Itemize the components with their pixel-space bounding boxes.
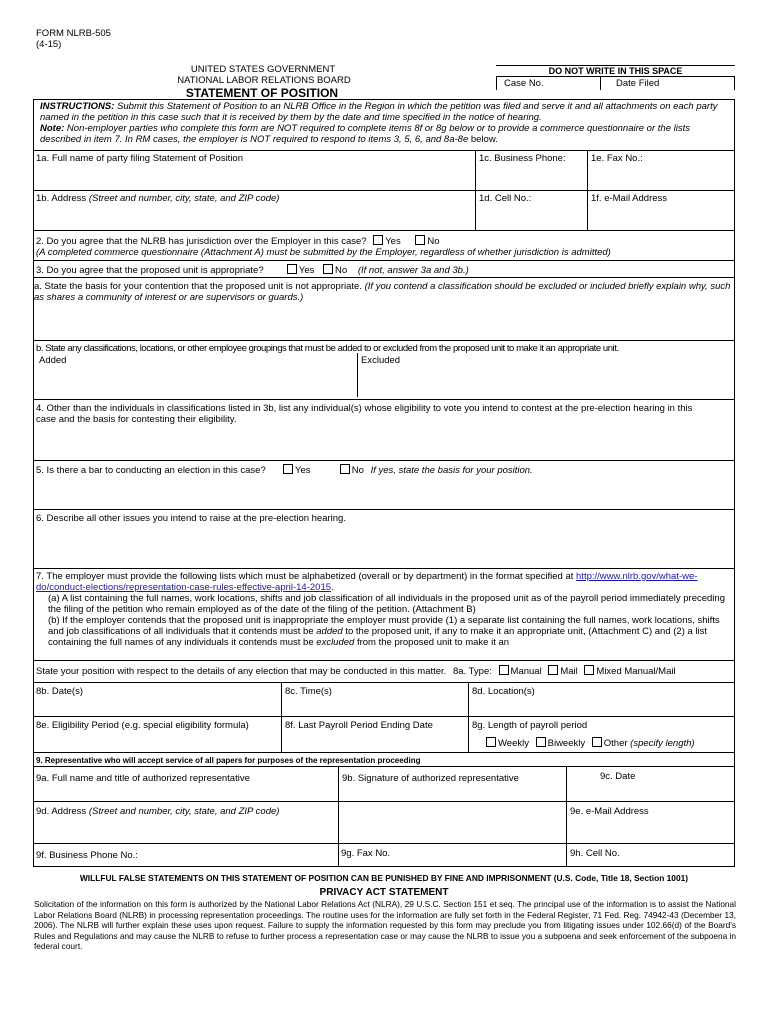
question-7: 7. The employer must provide the following lists which must be alphabetized (overall or by department) in the format specified at http://www.nlrb.gov/what-we-do/conduct-elections/representation-case-rules-effective-april-14-2015. (a) A list containing the full names, work locations, shifts and job classification of all individuals in the proposed unit as of the payroll period immediately preceding the filing of the petition who remain employed as of the date of the filing of the petition. (Attachment B) (b) If the employer contends that the proposed unit is inappropriate the employer must provide (1) a separate list containing the full names, work locations, shifts and job classifications of all individuals that it contends must be added to the proposed unit, if any to make it an appropriate unit, (Attachment C) and (2) a list containing the full names of any individuals it contends must be excluded from the proposed unit to make it an [36,571,732,660]
field-9a-input[interactable] [36,786,336,800]
field-9f-label: 9f. Business Phone No.: [36,850,138,861]
field-8b-input[interactable] [36,698,279,715]
date-filed-label: Date Filed [616,78,660,89]
false-statement-warning: WILLFUL FALSE STATEMENTS ON THIS STATEMENT OF POSITION CAN BE PUNISHED BY FINE AND IMPRISONMENT (U.S. Code, Title 18, Section 1001) [79,873,689,883]
field-9g-label: 9g. Fax No. [341,848,391,859]
q5-yes-checkbox[interactable] [283,464,293,474]
question-3a: a. State the basis for your contention that the proposed unit is not appropriate. (If you contend a classification should be excluded or included briefly explain why, such as shares a community of interest or are supervisors or guards.) [34,281,731,303]
8g-biweekly-checkbox[interactable] [536,737,546,747]
q5-no-checkbox[interactable] [340,464,350,474]
field-8d-input[interactable] [471,698,733,715]
question-2: 2. Do you agree that the NLRB has jurisdiction over the Employer in this case? Yes No [36,236,440,247]
8a-manual-checkbox[interactable] [499,665,509,675]
field-9d-label: 9d. Address (Street and number, city, state, and ZIP code) [36,806,280,817]
field-1f-input[interactable] [590,206,734,228]
field-9b-input[interactable] [341,786,564,800]
q3-yes-checkbox[interactable] [287,264,297,274]
agency-line-1: UNITED STATES GOVERNMENT [190,64,336,75]
q2-yes-checkbox[interactable] [373,235,383,245]
question-4: 4. Other than the individuals in classifications listed in 3b, list any individual(s) whose eligibility to vote you intend to contest at the pre-election hearing in this case and the basis for contesting their eligibility. [36,403,693,425]
field-1d-input[interactable] [478,206,585,228]
question-8: State your position with respect to the details of any election that may be conducted in this matter. 8a. Type: Manual Mail Mixed Manual/Mail [36,666,676,677]
field-8f-label: 8f. Last Payroll Period Ending Date [285,720,433,731]
field-1f-label: 1f. e-Mail Address [591,193,668,204]
office-use-box [496,65,735,99]
field-3a-input[interactable] [36,306,732,338]
field-9e-input[interactable] [569,819,733,841]
field-5-input[interactable] [36,478,732,508]
q3-no-checkbox[interactable] [323,264,333,274]
case-no-label: Case No. [504,78,544,89]
field-9a-label: 9a. Full name and title of authorized representative [36,773,250,784]
field-1c-label: 1c. Business Phone: [479,153,566,164]
field-8c-input[interactable] [284,698,466,715]
field-8g-label: 8g. Length of payroll period [472,720,588,731]
office-use-title: DO NOT WRITE IN THIS SPACE [548,66,683,76]
8g-options: Weekly Biweekly Other (specify length) [486,737,695,749]
field-8e-label: 8e. Eligibility Period (e.g. special eligibility formula) [36,720,249,731]
agency-line-2: NATIONAL LABOR RELATIONS BOARD [177,75,351,86]
privacy-act-text: Solicitation of the information on this form is authorized by the National Labor Relations Act (NLRA), 29 U.S.C. Section 151 et seq. The principal use of the information is to assist the National Labor Relations Board (NLRB) in processing representation proceedings. The routine uses for the information are fully set forth in the Federal Register, 71 Fed. Reg. 74942-43 (December 13, 2006). The NLRB will further explain these uses upon request. Failure to supply the information requested by this form may preclude you from litigating issues under 102.66(d) of the Board's Rules and Regulations and may cause the NLRB to refuse to further process a representation case or may cause the NLRB to issue you a subpoena and seek enforcement of the subpoena in federal court. [34,899,736,952]
field-1c-input[interactable] [478,166,585,188]
8g-other-checkbox[interactable] [592,737,602,747]
field-9c-label: 9c. Date [600,771,636,782]
field-1e-input[interactable] [590,166,734,188]
excluded-label: Excluded [361,355,401,366]
field-1a-label: 1a. Full name of party filing Statement of Position [36,153,243,164]
question-2-note: (A completed commerce questionnaire (Attachment A) must be submitted by the Employer, regardless of whether jurisdiction is admitted) [36,247,611,258]
8a-mail-checkbox[interactable] [548,665,558,675]
item-7b: (b) If the employer contends that the proposed unit is inappropriate the employer must provide (1) a separate list containing the full names, work locations, shifts and job classifications of all individuals that it contends must be added to the proposed unit, if any to make it an appropriate unit, (Attachment C) and (2) a list containing the full names of any individuals it contends must be excluded from the proposed unit to make it an [48,615,720,648]
field-8b-label: 8b. Date(s) [36,686,83,697]
item-7a: (a) A list containing the full names, work locations, shifts and job classification of all individuals in the proposed unit as of the payroll period immediately preceding the filing of the petition who remain employed as of the date of the filing of the petition. (Attachment B) [48,593,725,615]
8a-mixed-checkbox[interactable] [584,665,594,675]
field-3b-added-input[interactable] [36,368,354,396]
field-1b-input[interactable] [36,206,473,228]
page-title: STATEMENT OF POSITION [185,86,339,100]
8g-weekly-checkbox[interactable] [486,737,496,747]
field-9c-input[interactable] [569,786,733,800]
q2-no-checkbox[interactable] [415,235,425,245]
field-1b-label: 1b. Address (Street and number, city, state, and ZIP code) [36,193,280,204]
nlrb-rules-link[interactable]: http://www.nlrb.gov/what-we-do/conduct-elections/representation-case-rules-effective-april-14-2015 [36,571,698,593]
instructions: INSTRUCTIONS: Submit this Statement of Position to an NLRB Office in the Region in which the petition was filed and serve it and all attachments on each party named in the petition in this case such that it is received by them by the date and time specified in the notice of hearing. Note: Non-employer parties who complete this form are NOT required to complete items 8f or 8g below or to provide a commerce questionnaire or the lists described in item 7. In RM cases, the employer is NOT required to respond to items 3, 5, 6, and 8a-8e below. [40,101,718,145]
field-1a-input[interactable] [36,166,473,188]
question-3: 3. Do you agree that the proposed unit is appropriate? Yes No (If not, answer 3a and 3b.) [36,265,469,276]
field-8c-label: 8c. Time(s) [285,686,332,697]
field-9e-label: 9e. e-Mail Address [570,806,649,817]
field-9d-input[interactable] [36,819,564,841]
form-number: FORM NLRB-505 [36,28,111,39]
privacy-act-title: PRIVACY ACT STATEMENT [319,887,449,898]
field-9b-label: 9b. Signature of authorized representative [342,773,519,784]
added-label: Added [39,355,67,366]
question-5: 5. Is there a bar to conducting an election in this case? Yes No If yes, state the basis for your position. [36,465,533,476]
field-8d-label: 8d. Location(s) [472,686,535,697]
question-6: 6. Describe all other issues you intend to raise at the pre-election hearing. [36,513,346,524]
field-1d-label: 1d. Cell No.: [479,193,532,204]
question-3b: b. State any classifications, locations, or other employee groupings that must be added to or excluded from the proposed unit to make it an appropriate unit. [36,343,619,354]
field-4-input[interactable] [36,428,732,458]
field-3b-excluded-input[interactable] [360,368,732,396]
field-1e-label: 1e. Fax No.: [591,153,643,164]
section-9-title: 9. Representative who will accept service of all papers for purposes of the representation proceeding [36,756,421,765]
form-date: (4-15) [36,39,62,50]
field-6-input[interactable] [36,527,732,565]
field-9h-label: 9h. Cell No. [570,848,620,859]
